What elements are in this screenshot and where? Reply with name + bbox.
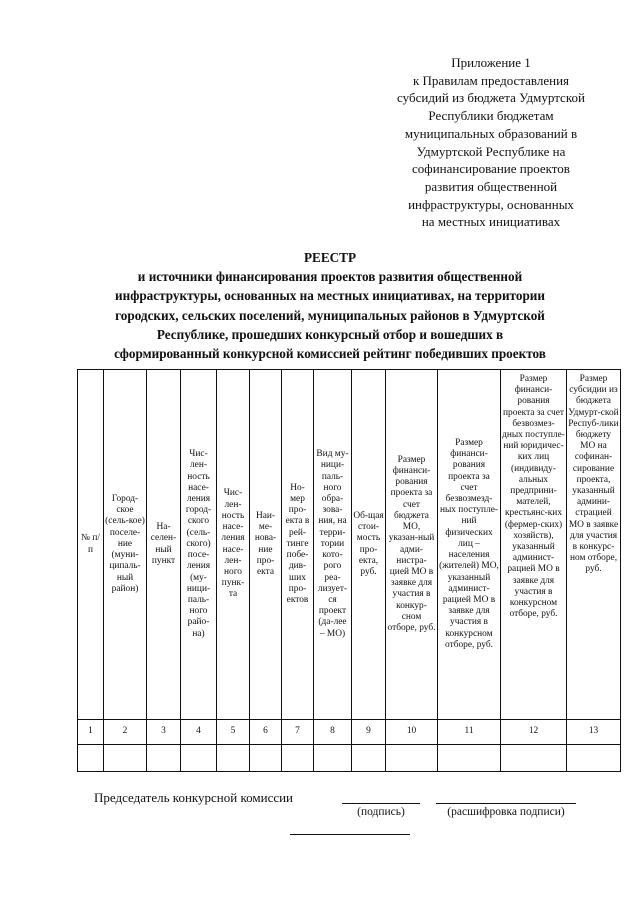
header-cell-individuals-funding: Размер финанси-рования проекта за счет безвозмезд-ных поступле-ний физических лиц – населения (жителей) МО, указанный админист-рацией МО в заявке для участия в конкурсном отборе, руб.	[438, 370, 501, 720]
header-cell-republic-subsidy: Размер субсидии из бюджета Удмурт-ской Респуб-лики бюджету МО на софинан-сирование проекта, указанный админи-страцией МО в заявке для участия в конкурс-ном отборе, руб.	[567, 370, 621, 720]
empty-cell	[386, 745, 438, 772]
date-line	[290, 834, 410, 835]
title-line: Республике, прошедших конкурсный отбор и вошедших в	[156, 326, 504, 342]
empty-cell	[250, 745, 282, 772]
signature-caption: (подпись)	[357, 806, 405, 818]
header-cell-locality-population: Чис-лен-ность насе-ления насе-лен-ного пунк-та	[217, 370, 250, 720]
empty-cell	[567, 745, 621, 772]
title-line: и источники финансирования проектов развития общественной	[137, 269, 523, 285]
column-number: 7	[282, 720, 314, 745]
column-number: 10	[386, 720, 438, 745]
empty-cell	[147, 745, 181, 772]
column-number: 1	[78, 720, 104, 745]
column-number: 2	[104, 720, 147, 745]
header-cell-project-name: Наи-ме-нова-ние про-екта	[250, 370, 282, 720]
title-line: сформированный конкурсной комиссией рейтинг победивших проектов	[114, 346, 546, 362]
appendix-block	[378, 54, 604, 231]
table-header-row	[78, 370, 621, 720]
empty-cell	[282, 745, 314, 772]
column-number: 4	[181, 720, 217, 745]
empty-cell	[314, 745, 352, 772]
empty-data-row	[78, 745, 621, 772]
header-cell-settlement: Город-ское (сель-кое) поселе-ние (муни-ципаль-ный район)	[104, 370, 147, 720]
header-cell-legal-entities-funding: Размер финанси-рования проекта за счет безвозмез-дных поступле-ний юридичес-ких лиц (индивиду-альных предприни-мателей, крестьянс-ких (фермер-ских) хозяйств), указанный админист-рацией МО в заявке для участия в конкурсном отборе, руб.	[501, 370, 567, 720]
appendix-line: к Правилам предоставления	[412, 72, 570, 88]
empty-cell	[501, 745, 567, 772]
empty-cell	[181, 745, 217, 772]
header-cell-total-cost: Об-щая стои-мость про-екта, руб.	[352, 370, 386, 720]
decode-line	[436, 803, 576, 804]
decode-caption: (расшифровка подписи)	[447, 806, 565, 818]
column-number: 8	[314, 720, 352, 745]
title-line: городских, сельских поселений, муниципальных районов в Удмуртской	[115, 307, 545, 323]
document-title	[70, 248, 590, 363]
column-number: 6	[250, 720, 282, 745]
appendix-line: развития общественной	[424, 178, 558, 194]
column-number: 13	[567, 720, 621, 745]
appendix-line: софинансирование проектов	[412, 161, 570, 177]
header-cell-settlement-population: Чис-лен-ность насе-ления город-ского (сель-ского) посе-ления (му-ници-паль-ного райо-на)	[181, 370, 217, 720]
column-number: 3	[147, 720, 181, 745]
appendix-line: Удмуртской Республике на	[416, 143, 566, 159]
appendix-line: на местных инициативах	[421, 214, 561, 230]
empty-cell	[217, 745, 250, 772]
header-cell-locality: На-селен-ный пункт	[147, 370, 181, 720]
appendix-line: Приложение 1	[451, 55, 531, 70]
empty-cell	[78, 745, 104, 772]
chairman-label: Председатель конкурсной комиссии	[94, 790, 294, 805]
column-number: 9	[352, 720, 386, 745]
title-line: инфраструктуры, основанных на местных инициативах, на территории	[115, 288, 545, 304]
empty-cell	[104, 745, 147, 772]
column-number-row	[78, 720, 621, 745]
appendix-line: Республики бюджетам	[428, 108, 554, 124]
column-number: 12	[501, 720, 567, 745]
header-cell-rating-number: Но-мер про-екта в рей-тинге побе-див-ших про-ектов	[282, 370, 314, 720]
title-heading: РЕЕСТР	[303, 250, 357, 265]
empty-cell	[438, 745, 501, 772]
header-cell-municipality-type: Вид му-ници-паль-ного обра-зова-ния, на терри-тории кото-рого реа-лизует-ся проект (да-лее – МО)	[314, 370, 352, 720]
column-number: 11	[438, 720, 501, 745]
column-number: 5	[217, 720, 250, 745]
appendix-line: муниципальных образований в	[404, 125, 578, 141]
appendix-line: субсидий из бюджета Удмуртской	[397, 90, 585, 106]
registry-table	[77, 369, 621, 772]
signature-line	[342, 803, 420, 804]
empty-cell	[352, 745, 386, 772]
header-cell-municipal-budget: Размер финанси-рования проекта за счет бюджета МО, указан-ный адми-нистра-цией МО в заявке для участия в конкур-сном отборе, руб.	[386, 370, 438, 720]
appendix-line: инфраструктуры, основанных	[408, 196, 574, 212]
header-cell-number: № п/п	[78, 370, 104, 720]
